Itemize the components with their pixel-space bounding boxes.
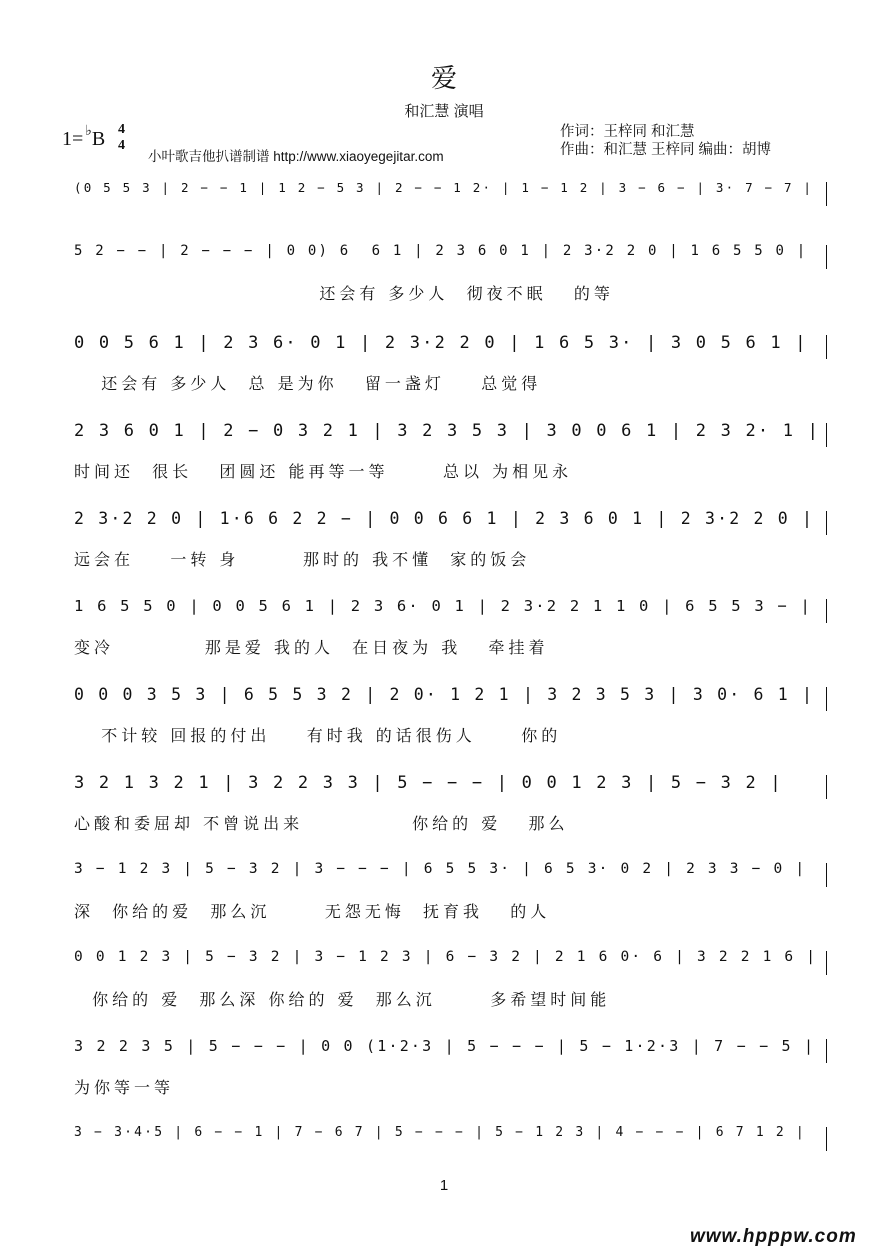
end-barline <box>826 245 827 269</box>
notation-line: 3 − 1 2 3 | 5 − 3 2 | 3 − − − | 6 5 5 3· | 6 5 3· 0 2 | 2 3 3 − 0 | <box>74 861 807 877</box>
key-prefix: 1= <box>62 128 84 150</box>
end-barline <box>826 599 827 623</box>
score-row <box>0 421 888 491</box>
end-barline <box>826 1039 827 1063</box>
lyric-line: 为你等一等 <box>74 1078 175 1097</box>
lyric-line: 深 你给的爱 那么沉 无怨无悔 抚育我 的人 <box>74 902 551 921</box>
composer-credit: 作曲：和汇慧 王梓同 编曲：胡博 <box>560 142 772 158</box>
flat-symbol: ♭ <box>85 124 92 139</box>
time-top: 4 <box>118 122 125 137</box>
notation-line: 1 6 5 5 0 | 0 0 5 6 1 | 2 3 6· 0 1 | 2 3·2 2 1 1 0 | 6 5 5 3 − | <box>74 597 813 615</box>
watermark: www.hpppw.com <box>690 1226 857 1247</box>
notation-line: 3 − 3·4·5 | 6 − − 1 | 7 − 6 7 | 5 − − − | 5 − 1 2 3 | 4 − − − | 6 7 1 2 | <box>74 1125 806 1140</box>
notation-line: 3 2 1 3 2 1 | 3 2 2 3 3 | 5 − − − | 0 0 1 2 3 | 5 − 3 2 | <box>74 773 783 793</box>
end-barline <box>826 335 827 359</box>
score-row <box>0 861 888 931</box>
lyric-line: 变冷 那是爱 我的人 在日夜为 我 牵挂着 <box>74 638 549 657</box>
score-row <box>0 509 888 579</box>
score-row <box>0 180 888 250</box>
page-number: 1 <box>439 1177 449 1194</box>
maker-line: 小叶歌吉他扒谱制谱 http://www.xiaoyegejitar.com <box>148 149 444 164</box>
end-barline <box>826 182 827 206</box>
end-barline <box>826 775 827 799</box>
notation-line: (0 5 5 3 | 2 − − 1 | 1 2 − 5 3 | 2 − − 1 2· | 1 − 1 2 | 3 − 6 − | 3· 7 − 7 | <box>74 180 814 195</box>
end-barline <box>826 687 827 711</box>
notation-line: 0 0 0 3 5 3 | 6 5 5 3 2 | 2 0· 1 2 1 | 3 2 3 5 3 | 3 0· 6 1 | <box>74 685 815 704</box>
end-barline <box>826 951 827 975</box>
notation-line: 5 2 − − | 2 − − − | 0 0) 6 6 1 | 2 3 6 0 1 | 2 3·2 2 0 | 1 6 5 5 0 | <box>74 243 808 259</box>
end-barline <box>826 511 827 535</box>
score-row <box>0 685 888 755</box>
notation-line: 3 2 2 3 5 | 5 − − − | 0 0 (1·2·3 | 5 − − − | 5 − 1·2·3 | 7 − − 5 | <box>74 1037 816 1055</box>
end-barline <box>826 423 827 447</box>
end-barline <box>826 863 827 887</box>
lyric-line: 你给的 爱 那么深 你给的 爱 那么沉 多希望时间能 <box>74 990 611 1009</box>
score-row <box>0 1037 888 1107</box>
score-row <box>0 597 888 667</box>
lyric-line: 不计较 回报的付出 有时我 的话很伤人 你的 <box>74 726 562 745</box>
score-row <box>0 773 888 843</box>
score-row <box>0 243 888 313</box>
time-bottom: 4 <box>118 138 125 153</box>
lyric-line: 还会有 多少人 总 是为你 留一盏灯 总觉得 <box>74 374 542 393</box>
lyricist-credit: 作词：王梓同 和汇慧 <box>560 124 695 140</box>
notation-line: 2 3·2 2 0 | 1·6 6 2 2 − | 0 0 6 6 1 | 2 3 6 0 1 | 2 3·2 2 0 | <box>74 509 815 528</box>
key-signature <box>62 124 106 151</box>
notation-line: 2 3 6 0 1 | 2 − 0 3 2 1 | 3 2 3 5 3 | 3 0 0 6 1 | 2 3 2· 1 | <box>74 421 821 441</box>
score-row <box>0 949 888 1019</box>
end-barline <box>826 1127 827 1151</box>
lyric-line: 心酸和委屈却 不曾说出来 你给的 爱 那么 <box>74 814 569 833</box>
lyric-line: 时间还 很长 团圆还 能再等一等 总以 为相见永 <box>74 462 573 481</box>
key-note: B <box>91 128 106 150</box>
score-row <box>0 333 888 403</box>
notation-line: 0 0 5 6 1 | 2 3 6· 0 1 | 2 3·2 2 0 | 1 6 5 3· | 3 0 5 6 1 | <box>74 333 808 353</box>
song-title: 爱 <box>430 64 457 94</box>
time-signature <box>118 122 125 154</box>
lyric-line: 还会有 多少人 彻夜不眠 的等 <box>74 284 614 303</box>
notation-line: 0 0 1 2 3 | 5 − 3 2 | 3 − 1 2 3 | 6 − 3 2 | 2 1 6 0· 6 | 3 2 2 1 6 | <box>74 949 818 965</box>
lyric-line: 远会在 一转 身 那时的 我不懂 家的饭会 <box>74 550 531 569</box>
singer-credit: 和汇慧 演唱 <box>404 103 484 120</box>
